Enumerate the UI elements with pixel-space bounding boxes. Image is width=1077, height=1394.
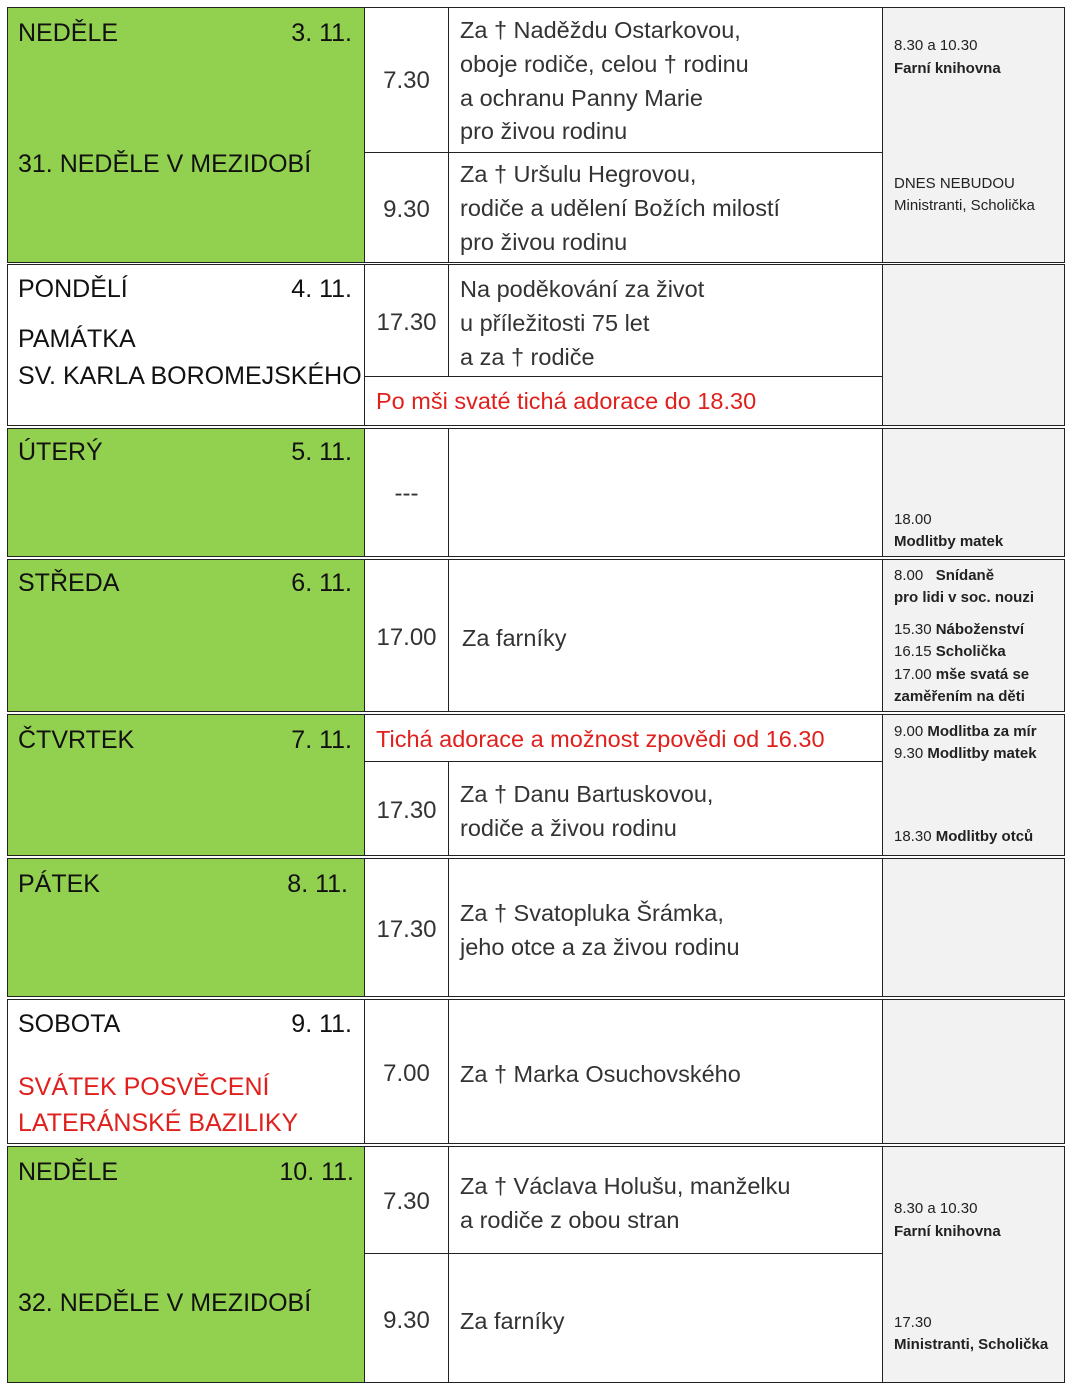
notes-cell — [882, 858, 1065, 997]
note-line: 15.30 Náboženství — [894, 621, 1025, 638]
intention-cell — [448, 264, 883, 377]
intention-cell — [448, 7, 883, 153]
intention-line: rodiče a udělení Božích milostí — [460, 195, 781, 221]
day-name: ČTVRTEK — [18, 726, 135, 754]
intention-cell — [448, 428, 883, 557]
day-cell-sunday-1 — [7, 7, 365, 263]
mass-time: 7.00 — [383, 1060, 430, 1087]
note-line: 9.00 Modlitba za mír — [894, 723, 1037, 740]
feast-name: 32. NEDĚLE V MEZIDOBÍ — [18, 1289, 312, 1317]
day-date: 7. 11. — [291, 726, 352, 754]
day-name: NEDĚLE — [18, 19, 119, 47]
intention-line: pro živou rodinu — [460, 118, 628, 144]
day-date: 3. 11. — [291, 19, 352, 47]
intention-cell — [448, 999, 883, 1144]
time-cell — [364, 1146, 449, 1254]
intention-line: rodiče a živou rodinu — [460, 815, 677, 841]
note-time: 18.00 — [894, 511, 932, 528]
notes-cell — [882, 264, 1065, 426]
intention-line: Za † Danu Bartuskovou, — [460, 781, 714, 807]
feast-line: LATERÁNSKÉ BAZILIKY — [18, 1109, 299, 1137]
feast-line: SVÁTEK POSVĚCENÍ — [18, 1073, 270, 1101]
notes-cell — [882, 714, 1065, 856]
intention-line: a za † rodiče — [460, 344, 595, 370]
note-line: 17.00 mše svatá se — [894, 666, 1030, 683]
day-name: ÚTERÝ — [18, 438, 103, 466]
time-cell — [364, 761, 449, 856]
day-cell-tuesday — [7, 428, 365, 557]
intention-cell — [448, 559, 883, 712]
note-line: 9.30 Modlitby matek — [894, 745, 1037, 762]
intention-line: jeho otce a za živou rodinu — [460, 934, 740, 960]
mass-time: 17.30 — [376, 309, 437, 336]
intention-line: pro živou rodinu — [460, 229, 628, 255]
note-line: pro lidi v soc. nouzi — [894, 589, 1035, 606]
day-cell-friday — [7, 858, 365, 997]
note-text: Farní knihovna — [894, 1223, 1001, 1240]
day-cell-saturday — [7, 999, 365, 1144]
intention-line: Za farníky — [462, 625, 567, 651]
intention-cell — [448, 152, 883, 263]
mass-time: 7.30 — [383, 67, 430, 94]
note-alert: DNES NEBUDOU — [894, 175, 1015, 192]
intention-line: Za † Marka Osuchovského — [460, 1061, 741, 1087]
time-cell — [364, 152, 449, 263]
mass-time: 17.30 — [376, 797, 437, 824]
intention-line: a rodiče z obou stran — [460, 1207, 680, 1233]
feast-name: 31. NEDĚLE V MEZIDOBÍ — [18, 150, 312, 178]
day-cell-thursday — [7, 714, 365, 856]
note-time: 8.30 a 10.30 — [894, 37, 978, 54]
feast-line: PAMÁTKA — [18, 325, 136, 353]
day-name: NEDĚLE — [18, 1158, 119, 1186]
adoration-text: Po mši svaté tichá adorace do 18.30 — [376, 388, 757, 414]
intention-cell — [448, 858, 883, 997]
notes-cell — [882, 7, 1065, 263]
day-date: 10. 11. — [279, 1158, 354, 1186]
day-date: 6. 11. — [291, 569, 352, 597]
day-cell-sunday-2 — [7, 1146, 365, 1383]
notes-cell — [882, 999, 1065, 1144]
day-name: PÁTEK — [18, 870, 100, 898]
time-cell — [364, 999, 449, 1144]
day-date: 8. 11. — [287, 870, 348, 898]
intention-line: Za farníky — [460, 1308, 565, 1334]
day-date: 9. 11. — [291, 1010, 352, 1038]
day-name: SOBOTA — [18, 1010, 121, 1038]
day-date: 5. 11. — [291, 438, 352, 466]
mass-time: 17.30 — [376, 916, 437, 943]
notes-cell — [882, 1146, 1065, 1383]
day-cell-wednesday — [7, 559, 365, 712]
day-name: PONDĚLÍ — [18, 275, 128, 303]
adoration-text: Tichá adorace a možnost zpovědi od 16.30 — [376, 726, 825, 752]
time-cell — [364, 7, 449, 153]
note-line: 18.30 Modlitby otců — [894, 828, 1034, 845]
mass-time: 7.30 — [383, 1188, 430, 1215]
intention-line: Na poděkování za život — [460, 276, 705, 302]
note-text: Farní knihovna — [894, 60, 1001, 77]
mass-time: 17.00 — [376, 624, 437, 651]
time-cell — [364, 1253, 449, 1383]
note-text: Ministranti, Scholička — [894, 197, 1035, 214]
adoration-cell — [364, 714, 883, 762]
note-time: 8.30 a 10.30 — [894, 1200, 978, 1217]
mass-time: --- — [394, 480, 419, 507]
mass-time: 9.30 — [383, 1307, 430, 1334]
note-text: Modlitby matek — [894, 533, 1004, 550]
intention-cell — [448, 1253, 883, 1383]
feast-line: SV. KARLA BOROMEJSKÉHO — [18, 362, 362, 390]
intention-line: Za † Svatopluka Šrámka, — [460, 900, 724, 926]
intention-line: Za † Naděždu Ostarkovou, — [460, 17, 741, 43]
intention-line: a ochranu Panny Marie — [460, 85, 703, 111]
intention-line: Za † Václava Holušu, manželku — [460, 1173, 791, 1199]
note-text: Ministranti, Scholička — [894, 1336, 1049, 1353]
notes-cell — [882, 559, 1065, 712]
note-line: 8.00 Snídaně — [894, 567, 995, 584]
day-cell-monday — [7, 264, 365, 426]
note-time: 17.30 — [894, 1314, 932, 1331]
time-cell — [364, 428, 449, 557]
day-name: STŘEDA — [18, 569, 120, 597]
day-date: 4. 11. — [291, 275, 352, 303]
intention-line: oboje rodiče, celou † rodinu — [460, 51, 749, 77]
time-cell — [364, 559, 449, 712]
intention-cell — [448, 1146, 883, 1254]
intention-line: Za † Uršulu Hegrovou, — [460, 161, 697, 187]
mass-time: 9.30 — [383, 196, 430, 223]
intention-cell — [448, 761, 883, 856]
notes-cell — [882, 428, 1065, 557]
intention-line: u příležitosti 75 let — [460, 310, 650, 336]
adoration-cell — [364, 376, 883, 426]
time-cell — [364, 858, 449, 997]
note-line: 16.15 Scholička — [894, 643, 1006, 660]
time-cell — [364, 264, 449, 377]
note-line: zaměřením na děti — [894, 688, 1025, 705]
